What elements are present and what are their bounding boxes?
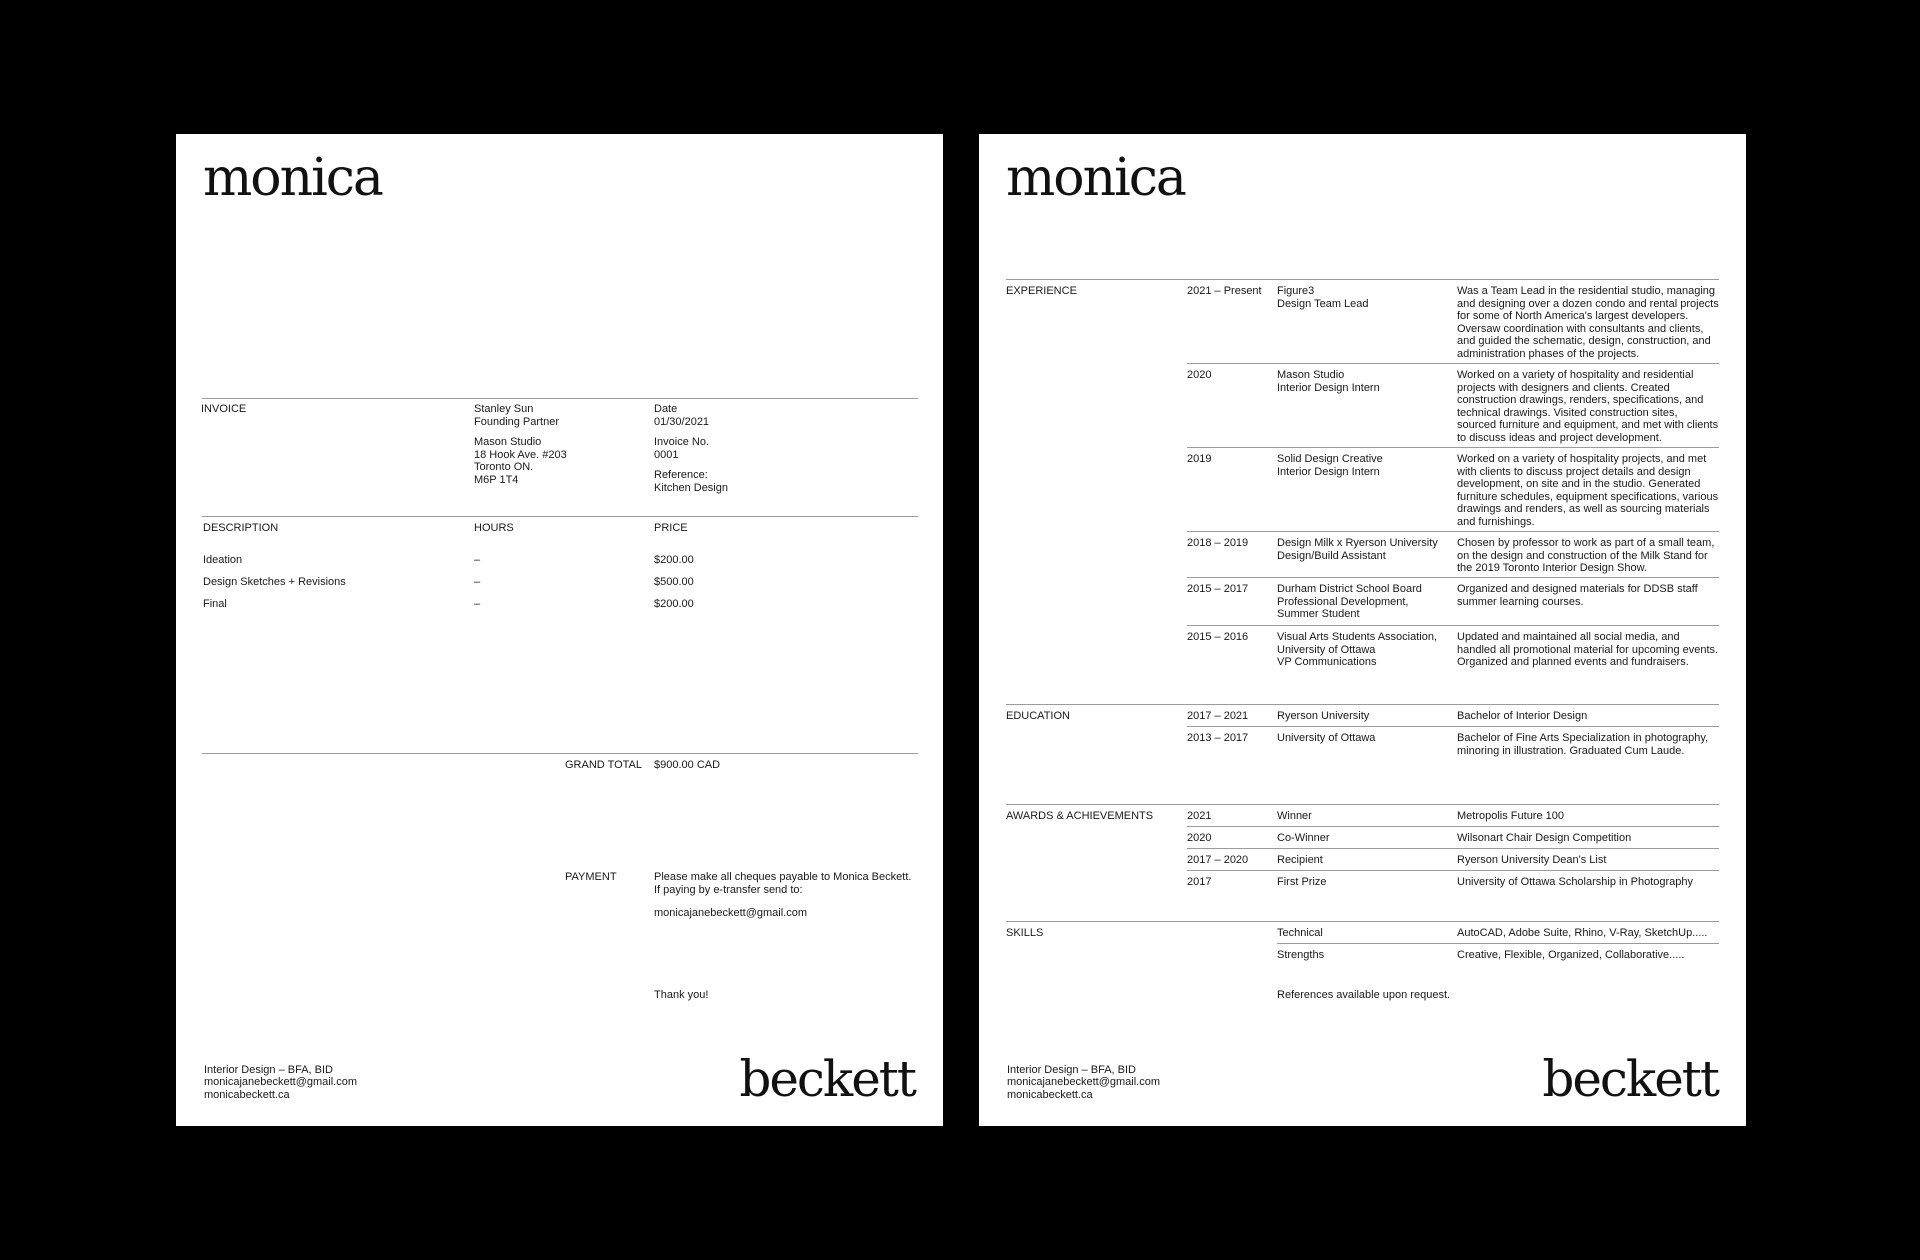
experience-org: Durham District School Board <box>1277 583 1422 595</box>
divider <box>1006 704 1719 705</box>
footer-credentials: Interior Design – BFA, BID <box>204 1063 333 1076</box>
client-address-line1: 18 Hook Ave. #203 <box>474 448 567 461</box>
client-address-line2: Toronto ON. <box>474 461 534 473</box>
invoice-page <box>176 134 943 1126</box>
award-type: Co-Winner <box>1277 832 1330 844</box>
divider <box>1006 279 1719 280</box>
education-school: Ryerson University <box>1277 710 1370 722</box>
skills-technical-label: Technical <box>1277 927 1323 939</box>
experience-role: Interior Design Intern <box>1277 465 1380 478</box>
divider <box>1006 804 1719 805</box>
divider <box>1187 625 1719 626</box>
award-type: First Prize <box>1277 876 1327 888</box>
divider <box>1277 943 1719 944</box>
resume-page <box>979 134 1746 1126</box>
experience-org-role <box>1277 453 1383 478</box>
resume-footer-contact <box>1007 1064 1160 1102</box>
experience-years: 2018 – 2019 <box>1187 537 1249 549</box>
column-header-hours: HOURS <box>474 522 514 534</box>
education-years: 2017 – 2021 <box>1187 710 1249 722</box>
client-company: Mason Studio <box>474 436 542 448</box>
experience-years: 2021 – Present <box>1187 285 1262 297</box>
line-item-description: Ideation <box>203 554 243 566</box>
invoice-number-label: Invoice No. <box>654 436 710 448</box>
line-item-hours: – <box>474 598 481 610</box>
payment-instructions <box>654 871 911 920</box>
experience-description: Was a Team Lead in the residential studio, managing and designing over a dozen condo and rental projects for some of North America's largest developers. Oversaw coordination with consultants and clients, and guided the schematic, design, construction, and administration phases of the projects. <box>1457 285 1719 360</box>
references-note: References available upon request. <box>1277 989 1451 1001</box>
divider <box>1187 531 1719 532</box>
line-item-price: $200.00 <box>654 554 694 566</box>
experience-years: 2015 – 2016 <box>1187 631 1249 643</box>
date-label: Date <box>654 403 678 415</box>
award-year: 2021 <box>1187 810 1212 822</box>
divider <box>1187 363 1719 364</box>
experience-role: Design Team Lead <box>1277 297 1369 310</box>
brand-logo-last-name: beckett <box>1542 1050 1718 1108</box>
divider <box>1187 870 1719 871</box>
payment-line-1: Please make all cheques payable to Monica Beckett. <box>654 871 912 883</box>
payment-label: PAYMENT <box>565 871 617 883</box>
footer-email: monicajanebeckett@gmail.com <box>204 1076 358 1088</box>
line-item-price: $500.00 <box>654 576 694 588</box>
invoice-number-value: 0001 <box>654 448 679 461</box>
column-header-description: DESCRIPTION <box>203 522 279 534</box>
client-title: Founding Partner <box>474 415 559 428</box>
section-label-awards: AWARDS & ACHIEVEMENTS <box>1006 810 1154 822</box>
experience-years: 2019 <box>1187 453 1212 465</box>
client-block <box>474 403 567 486</box>
award-name: Wilsonart Chair Design Competition <box>1457 832 1632 844</box>
experience-role: Interior Design Intern <box>1277 381 1380 394</box>
divider <box>1187 726 1719 727</box>
award-type: Winner <box>1277 810 1312 822</box>
award-year: 2017 <box>1187 876 1212 888</box>
experience-org: Design Milk x Ryerson University <box>1277 537 1438 549</box>
divider <box>1006 921 1719 922</box>
experience-org: Solid Design Creative <box>1277 453 1383 465</box>
footer-email: monicajanebeckett@gmail.com <box>1007 1076 1161 1088</box>
experience-org: Visual Arts Students Association, University of Ottawa <box>1277 631 1437 656</box>
footer-website: monicabeckett.ca <box>1007 1088 1093 1101</box>
footer-website: monicabeckett.ca <box>204 1088 290 1101</box>
reference-value: Kitchen Design <box>654 481 728 494</box>
client-name: Stanley Sun <box>474 403 534 415</box>
reference-label: Reference: <box>654 469 708 481</box>
experience-role: VP Communications <box>1277 656 1377 668</box>
payment-email: monicajanebeckett@gmail.com <box>654 907 808 919</box>
divider <box>1187 826 1719 827</box>
experience-role: Professional Development, Summer Student <box>1277 595 1409 620</box>
experience-description: Worked on a variety of hospitality projects, and met with clients to discuss project details and design development, on site and in the studio. Generated furniture schedules, equipment specifications, various drawings and renders, as well as sourcing materials and furnishings. <box>1457 453 1719 528</box>
divider <box>1187 447 1719 448</box>
award-name: Ryerson University Dean's List <box>1457 854 1607 866</box>
education-detail: Bachelor of Interior Design <box>1457 710 1588 722</box>
divider <box>1187 577 1719 578</box>
skills-strengths-label: Strengths <box>1277 949 1325 961</box>
section-label-experience: EXPERIENCE <box>1006 285 1077 297</box>
experience-description: Chosen by professor to work as part of a small team, on the design and construction of the Milk Stand for the 2019 Toronto Interior Design Show. <box>1457 537 1715 574</box>
column-header-price: PRICE <box>654 522 688 534</box>
section-label-education: EDUCATION <box>1006 710 1070 722</box>
award-year: 2020 <box>1187 832 1212 844</box>
award-type: Recipient <box>1277 854 1323 866</box>
divider <box>202 398 918 399</box>
footer-credentials: Interior Design – BFA, BID <box>1007 1063 1136 1076</box>
line-item-hours: – <box>474 576 481 588</box>
education-years: 2013 – 2017 <box>1187 732 1249 744</box>
divider <box>1187 848 1719 849</box>
experience-org: Figure3 <box>1277 285 1315 297</box>
experience-org-role <box>1277 369 1380 394</box>
education-detail: Bachelor of Fine Arts Specialization in photography, minoring in illustration. Graduated Cum Laude. <box>1457 732 1709 757</box>
grand-total-label: GRAND TOTAL <box>565 759 643 771</box>
brand-logo-first-name: monica <box>203 148 382 208</box>
line-item-price: $200.00 <box>654 598 694 610</box>
experience-org-role <box>1277 631 1447 669</box>
experience-description: Updated and maintained all social media, and handled all promotional material for upcoming events. Organized and planned events and fundraisers. <box>1457 631 1719 668</box>
section-label-skills: SKILLS <box>1006 927 1044 939</box>
grand-total-value: $900.00 CAD <box>654 759 721 771</box>
experience-years: 2015 – 2017 <box>1187 583 1249 595</box>
line-item-hours: – <box>474 554 481 566</box>
award-name: University of Ottawa Scholarship in Photography <box>1457 876 1694 888</box>
experience-org-role <box>1277 537 1438 562</box>
thank-you-note: Thank you! <box>654 989 709 1001</box>
experience-description: Worked on a variety of hospitality and residential projects with designers and clients. Created construction drawings, renders, specifications, and technical drawings. Visited construction sites, sourced furniture and equipment, and met with clients to discuss ideas and project development. <box>1457 369 1719 444</box>
skills-technical-value: AutoCAD, Adobe Suite, Rhino, V-Ray, SketchUp..... <box>1457 927 1708 939</box>
experience-description: Organized and designed materials for DDSB staff summer learning courses. <box>1457 583 1698 608</box>
invoice-footer-contact <box>204 1064 357 1102</box>
award-name: Metropolis Future 100 <box>1457 810 1564 822</box>
line-item-description: Design Sketches + Revisions <box>203 576 346 588</box>
experience-years: 2020 <box>1187 369 1212 381</box>
divider <box>202 753 918 754</box>
experience-org-role <box>1277 285 1369 310</box>
date-value: 01/30/2021 <box>654 415 710 428</box>
brand-logo-last-name: beckett <box>739 1050 915 1108</box>
divider <box>202 516 918 517</box>
experience-org: Mason Studio <box>1277 369 1345 381</box>
invoice-label: INVOICE <box>201 403 247 415</box>
client-postal-code: M6P 1T4 <box>474 473 519 486</box>
skills-strengths-value: Creative, Flexible, Organized, Collaborative..... <box>1457 949 1685 961</box>
brand-logo-first-name: monica <box>1006 148 1185 208</box>
education-school: University of Ottawa <box>1277 732 1376 744</box>
experience-role: Design/Build Assistant <box>1277 549 1386 562</box>
experience-org-role <box>1277 583 1447 621</box>
payment-line-2: If paying by e-transfer send to: <box>654 883 803 896</box>
line-item-description: Final <box>203 598 227 610</box>
invoice-meta-block <box>654 403 728 494</box>
award-year: 2017 – 2020 <box>1187 854 1249 866</box>
